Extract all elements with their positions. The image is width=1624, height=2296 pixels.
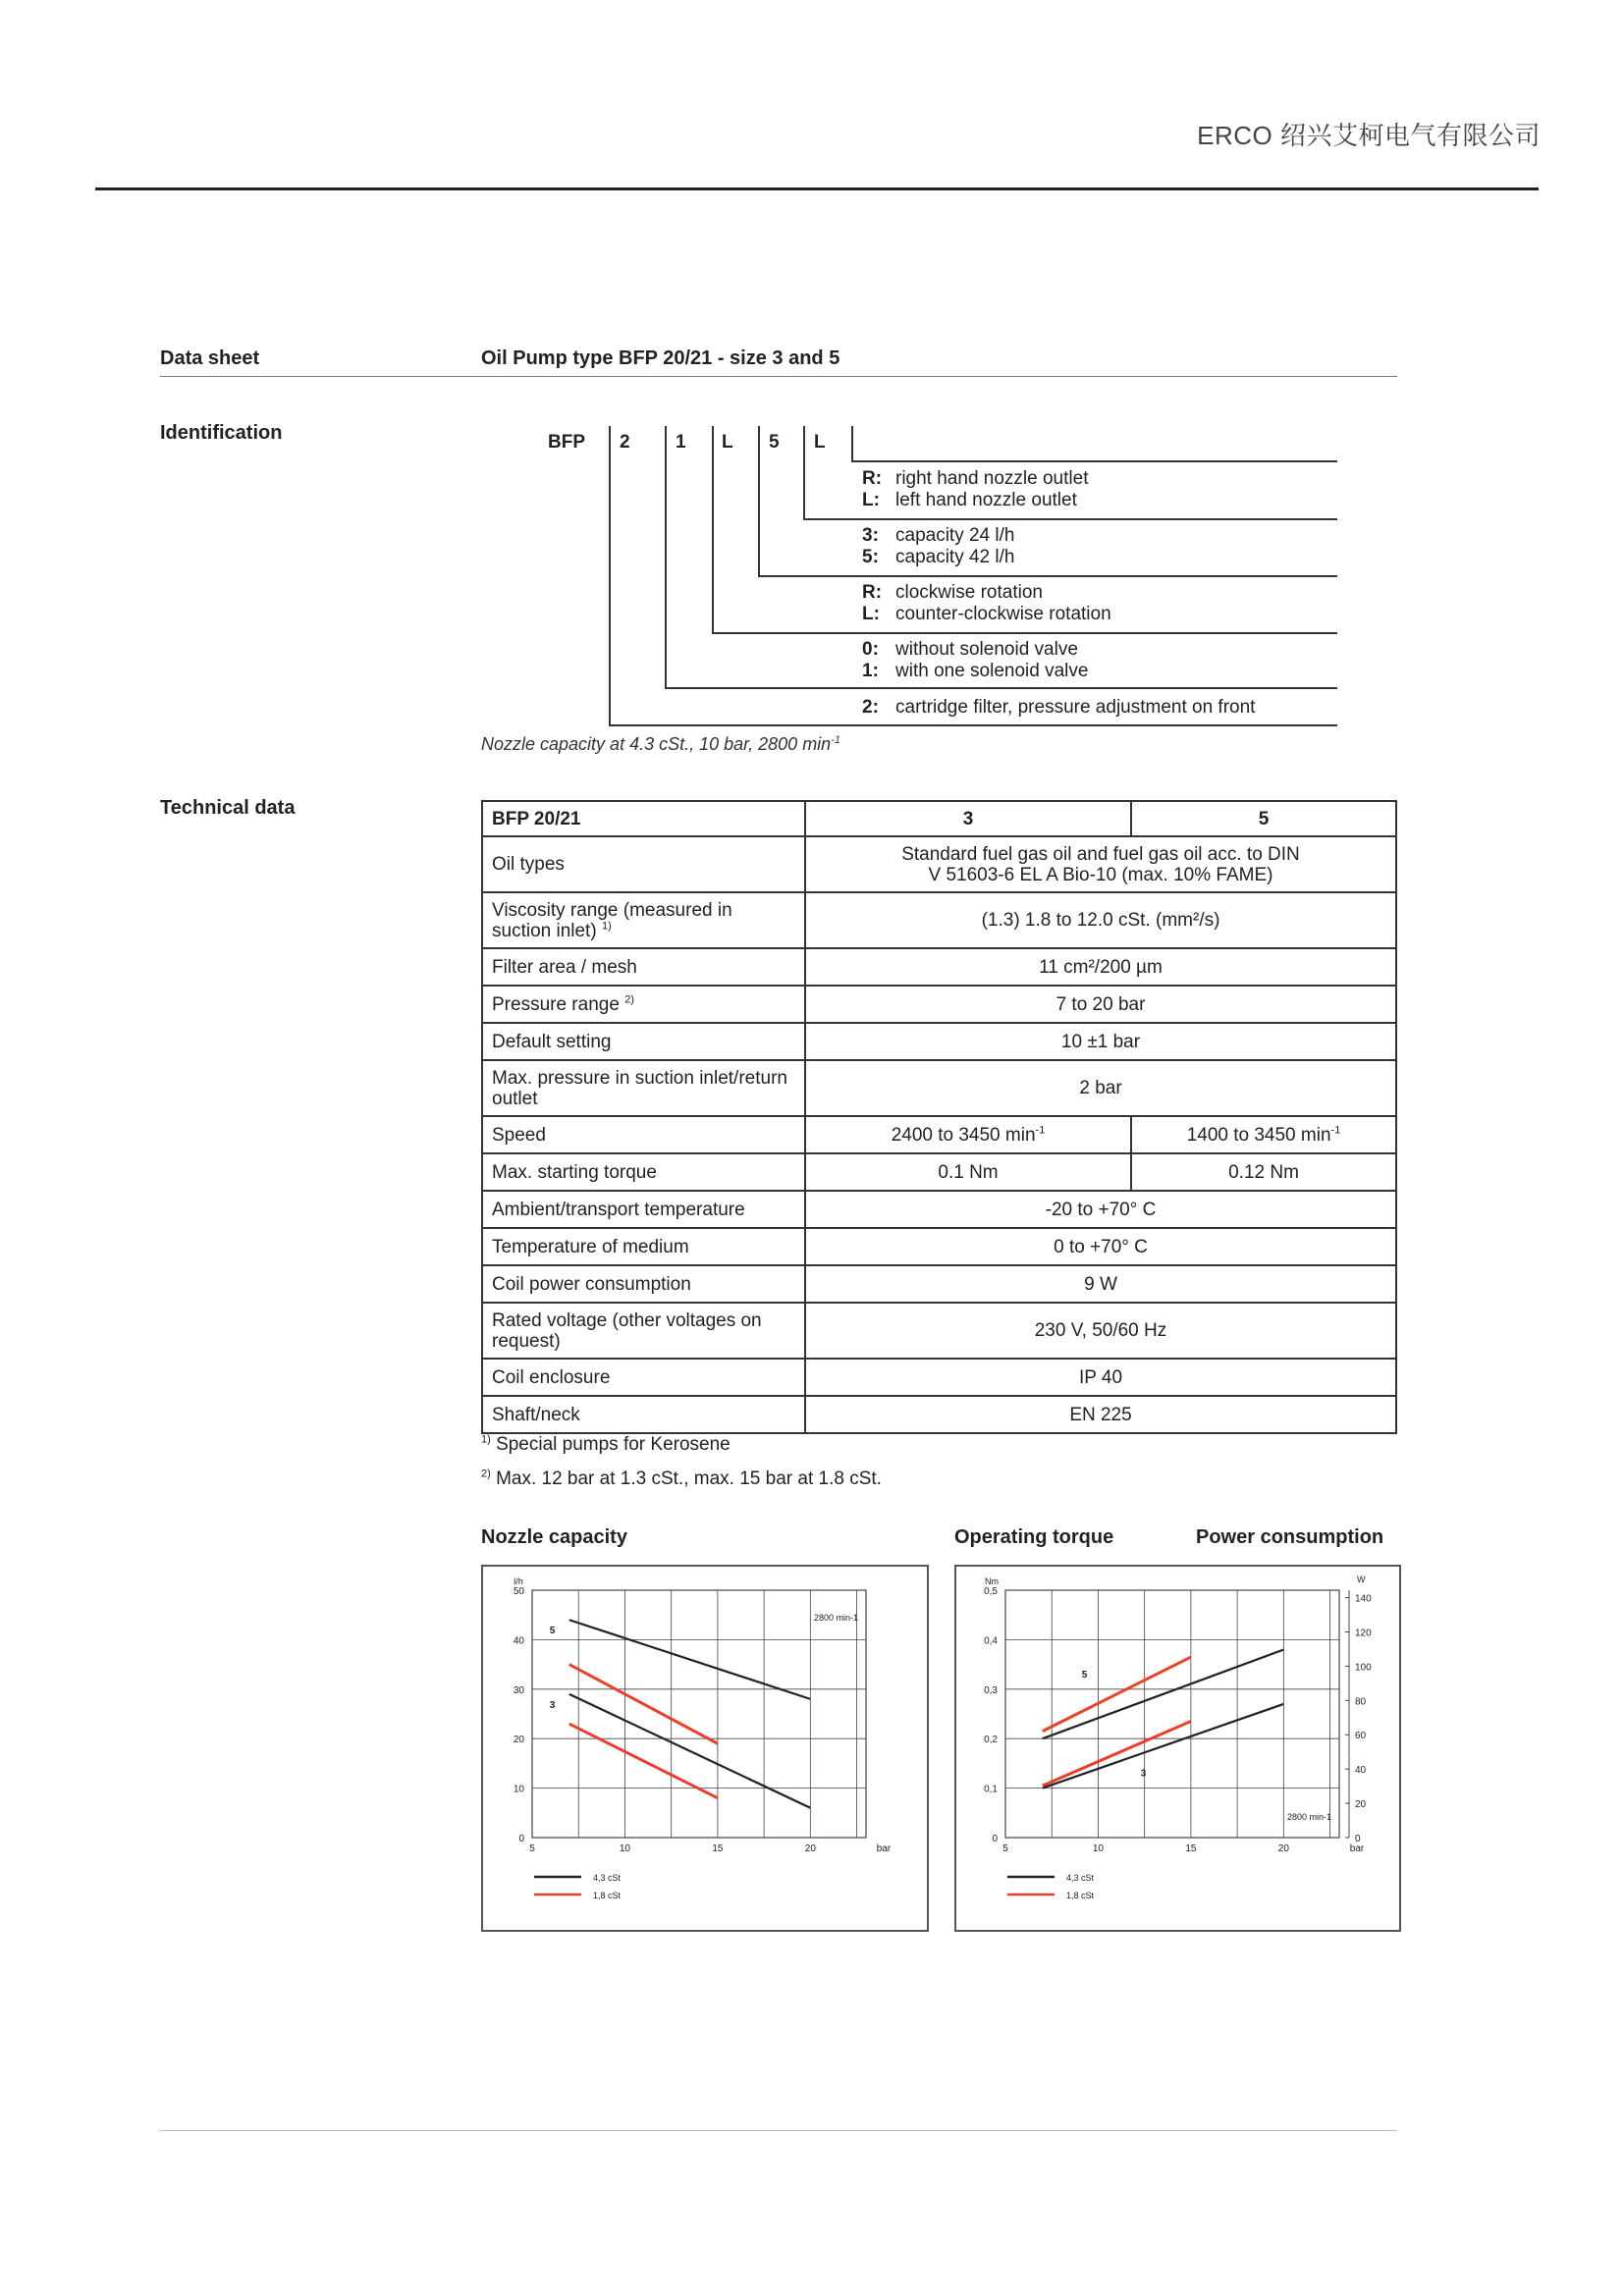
bracket-line bbox=[665, 687, 1337, 689]
row-label: Viscosity range (measured in suction inlet) $^{1)}$ bbox=[482, 892, 805, 948]
id-desc: without solenoid valve bbox=[895, 639, 1078, 660]
row-value: IP 40 bbox=[805, 1359, 1396, 1396]
row-label: Default setting bbox=[482, 1023, 805, 1060]
table-row bbox=[482, 1265, 1396, 1303]
x-tick-label: 5 bbox=[1002, 1843, 1008, 1854]
series-size-label: 5 bbox=[549, 1626, 556, 1637]
technical-label: Technical data bbox=[160, 797, 296, 819]
y2-tick-label: 140 bbox=[1355, 1593, 1372, 1605]
row-value-size3: 2400 to 3450 $\min^{-1}$ bbox=[805, 1116, 1131, 1153]
id-group-filter bbox=[862, 697, 1255, 719]
id-desc: with one solenoid valve bbox=[895, 661, 1089, 681]
row-label: Filter area / mesh bbox=[482, 948, 805, 986]
id-desc: cartridge filter, pressure adjustment on front bbox=[895, 697, 1256, 718]
row-value: (1.3) 1.8 to 12.0 cSt. (mm²/s) bbox=[805, 892, 1396, 948]
table-header-cell: BFP 20/21 bbox=[482, 801, 805, 836]
legend-label: 1,8 cSt bbox=[1066, 1891, 1095, 1900]
chart-title-torque: Operating torque bbox=[954, 1526, 1114, 1548]
row-value: 0 to +70° C bbox=[805, 1228, 1396, 1265]
row-value: 10 ±1 bar bbox=[805, 1023, 1396, 1060]
nozzle-note: Nozzle capacity at 4.3 cSt., 10 bar, 2800 $\min^{-1}$ bbox=[481, 734, 840, 754]
header-rule bbox=[95, 187, 1539, 190]
speed-annotation: 2800 min-1 bbox=[1286, 1812, 1331, 1822]
id-desc: right hand nozzle outlet bbox=[895, 468, 1089, 489]
id-group-capacity bbox=[862, 525, 1014, 568]
legend-label: 4,3 cSt bbox=[593, 1873, 622, 1883]
chart-title-power: Power consumption bbox=[1196, 1526, 1384, 1548]
id-key: 1: bbox=[862, 661, 879, 681]
code-prefix: BFP bbox=[548, 432, 585, 453]
plot-frame bbox=[1005, 1590, 1339, 1838]
series-line-5 bbox=[1043, 1657, 1191, 1732]
bracket-line bbox=[665, 426, 667, 688]
code-digit-4: 5 bbox=[769, 432, 780, 453]
technical-table bbox=[481, 800, 1397, 1434]
y-tick-label: 0,4 bbox=[984, 1635, 998, 1647]
row-label: Pressure range $^{2)}$ bbox=[482, 986, 805, 1023]
row-label: Coil power consumption bbox=[482, 1265, 805, 1303]
y-tick-label: 30 bbox=[513, 1684, 524, 1696]
id-desc: clockwise rotation bbox=[895, 582, 1043, 603]
row-value-size3: 0.1 Nm bbox=[805, 1153, 1131, 1191]
y-tick-label: 0,1 bbox=[984, 1784, 998, 1795]
x-tick-label: 15 bbox=[1185, 1843, 1197, 1854]
row-value-size5: 1400 to 3450 $\min^{-1}$ bbox=[1131, 1116, 1396, 1153]
series-line-5 bbox=[1043, 1649, 1284, 1738]
table-row bbox=[482, 1116, 1396, 1153]
row-value-size5: 0.12 Nm bbox=[1131, 1153, 1396, 1191]
code-digit-5: L bbox=[814, 432, 826, 453]
id-key: 5: bbox=[862, 547, 879, 567]
bracket-line bbox=[609, 426, 611, 725]
id-group-rotation bbox=[862, 582, 1111, 625]
y-tick-label: 0,3 bbox=[984, 1684, 998, 1696]
row-value: -20 to +70° C bbox=[805, 1191, 1396, 1228]
row-label: Temperature of medium bbox=[482, 1228, 805, 1265]
table-row bbox=[482, 1228, 1396, 1265]
id-key: R: bbox=[862, 468, 883, 489]
y2-tick-label: 20 bbox=[1355, 1799, 1367, 1811]
x-tick-label: 20 bbox=[1277, 1843, 1289, 1854]
y-tick-label: 10 bbox=[513, 1784, 524, 1795]
id-desc: capacity 24 l/h bbox=[895, 525, 1015, 546]
table-row bbox=[482, 1396, 1396, 1433]
row-value: Standard fuel gas oil and fuel gas oil acc. to DIN V 51603-6 EL A Bio-10 (max. 10% FAME) bbox=[805, 836, 1396, 892]
table-header-cell: 3 bbox=[805, 801, 1131, 836]
table-header-cell: 5 bbox=[1131, 801, 1396, 836]
id-key: R: bbox=[862, 582, 883, 603]
id-key: 0: bbox=[862, 639, 879, 660]
bracket-line bbox=[851, 426, 853, 461]
torque-power-chart bbox=[954, 1565, 1401, 1932]
bracket-line bbox=[758, 575, 1337, 577]
datasheet-label: Data sheet bbox=[160, 347, 260, 369]
y2-tick-label: 100 bbox=[1355, 1662, 1372, 1674]
datasheet-rule bbox=[160, 376, 1397, 377]
plot-frame bbox=[532, 1590, 866, 1838]
y2-tick-label: 60 bbox=[1355, 1731, 1367, 1742]
bracket-line bbox=[803, 426, 805, 519]
table-row bbox=[482, 1303, 1396, 1359]
y2-tick-label: 80 bbox=[1355, 1696, 1367, 1708]
series-line-3 bbox=[1043, 1704, 1284, 1789]
y-tick-label: 0 bbox=[992, 1834, 998, 1844]
table-row bbox=[482, 1023, 1396, 1060]
x-tick-label: 10 bbox=[1092, 1843, 1105, 1854]
id-group-solenoid bbox=[862, 639, 1088, 682]
table-row bbox=[482, 1359, 1396, 1396]
table-row bbox=[482, 1153, 1396, 1191]
series-line-3 bbox=[569, 1694, 811, 1808]
table-row bbox=[482, 986, 1396, 1023]
bracket-line bbox=[758, 426, 760, 576]
row-label: Oil types bbox=[482, 836, 805, 892]
torque-power-svg bbox=[956, 1567, 1399, 1930]
y-tick-label: 0,2 bbox=[984, 1735, 998, 1746]
footnote-2: $^{2)}$ Max. 12 bar at 1.3 cSt., max. 15 bar at 1.8 cSt. bbox=[481, 1468, 882, 1489]
id-desc: counter-clockwise rotation bbox=[895, 604, 1111, 624]
row-value: 230 V, 50/60 Hz bbox=[805, 1303, 1396, 1359]
row-label: Shaft/neck bbox=[482, 1396, 805, 1433]
table-row bbox=[482, 1060, 1396, 1116]
series-size-label: 3 bbox=[1140, 1768, 1147, 1780]
row-label: Max. pressure in suction inlet/return outlet bbox=[482, 1060, 805, 1116]
row-label: Coil enclosure bbox=[482, 1359, 805, 1396]
x-axis-label: bar bbox=[1349, 1843, 1365, 1854]
code-digit-3: L bbox=[722, 432, 733, 453]
y-axis-label: Nm bbox=[985, 1576, 999, 1586]
code-digit-1: 2 bbox=[620, 432, 630, 453]
nozzle-capacity-chart bbox=[481, 1565, 929, 1932]
x-tick-label: 5 bbox=[529, 1843, 535, 1854]
footnote-1: $^{1)}$ Special pumps for Kerosene bbox=[481, 1433, 731, 1455]
y-axis-label: l/h bbox=[514, 1576, 523, 1586]
bracket-line bbox=[851, 460, 1337, 462]
y-tick-label: 50 bbox=[513, 1586, 524, 1597]
series-line-3 bbox=[569, 1724, 718, 1798]
y2-tick-label: 0 bbox=[1355, 1834, 1361, 1844]
x-tick-label: 10 bbox=[619, 1843, 631, 1854]
id-key: 2: bbox=[862, 697, 879, 718]
row-value: EN 225 bbox=[805, 1396, 1396, 1433]
id-desc: capacity 42 l/h bbox=[895, 547, 1015, 567]
table-header-row bbox=[482, 801, 1396, 836]
code-digit-2: 1 bbox=[676, 432, 686, 453]
row-value: 11 cm²/200 µm bbox=[805, 948, 1396, 986]
series-size-label: 5 bbox=[1081, 1670, 1088, 1682]
bracket-line bbox=[712, 632, 1337, 634]
table-row bbox=[482, 1191, 1396, 1228]
legend-label: 1,8 cSt bbox=[593, 1891, 622, 1900]
bracket-line bbox=[609, 724, 1337, 726]
company-name: ERCO 绍兴艾柯电气有限公司 bbox=[1197, 121, 1541, 150]
y2-tick-label: 120 bbox=[1355, 1628, 1372, 1639]
table-row bbox=[482, 836, 1396, 892]
bracket-line bbox=[712, 426, 714, 633]
x-tick-label: 15 bbox=[712, 1843, 724, 1854]
series-size-label: 3 bbox=[549, 1699, 556, 1711]
row-value: 9 W bbox=[805, 1265, 1396, 1303]
row-label: Rated voltage (other voltages on request) bbox=[482, 1303, 805, 1359]
id-key: L: bbox=[862, 490, 880, 510]
x-axis-label: bar bbox=[876, 1843, 892, 1854]
y-tick-label: 20 bbox=[513, 1735, 524, 1746]
identification-label: Identification bbox=[160, 422, 283, 444]
row-label: Speed bbox=[482, 1116, 805, 1153]
chart-title-nozzle: Nozzle capacity bbox=[481, 1526, 627, 1548]
y2-tick-label: 40 bbox=[1355, 1765, 1367, 1777]
nozzle-capacity-svg bbox=[483, 1567, 927, 1930]
y-tick-label: 0,5 bbox=[984, 1586, 998, 1597]
y2-axis-label: W bbox=[1357, 1575, 1366, 1584]
row-label: Max. starting torque bbox=[482, 1153, 805, 1191]
id-key: 3: bbox=[862, 525, 879, 546]
datasheet-title: Oil Pump type BFP 20/21 - size 3 and 5 bbox=[481, 347, 840, 369]
legend-label: 4,3 cSt bbox=[1066, 1873, 1095, 1883]
x-tick-label: 20 bbox=[804, 1843, 816, 1854]
table-row bbox=[482, 948, 1396, 986]
id-key: L: bbox=[862, 604, 880, 624]
y-tick-label: 0 bbox=[518, 1834, 524, 1844]
row-value: 2 bar bbox=[805, 1060, 1396, 1116]
y-tick-label: 40 bbox=[513, 1635, 524, 1647]
id-group-nozzle bbox=[862, 468, 1088, 511]
id-desc: left hand nozzle outlet bbox=[895, 490, 1077, 510]
row-value: 7 to 20 bar bbox=[805, 986, 1396, 1023]
bracket-line bbox=[803, 518, 1337, 520]
row-label: Ambient/transport temperature bbox=[482, 1191, 805, 1228]
table-row bbox=[482, 892, 1396, 948]
footer-rule bbox=[160, 2130, 1397, 2131]
series-line-5 bbox=[569, 1620, 811, 1699]
speed-annotation: 2800 min-1 bbox=[813, 1613, 858, 1623]
